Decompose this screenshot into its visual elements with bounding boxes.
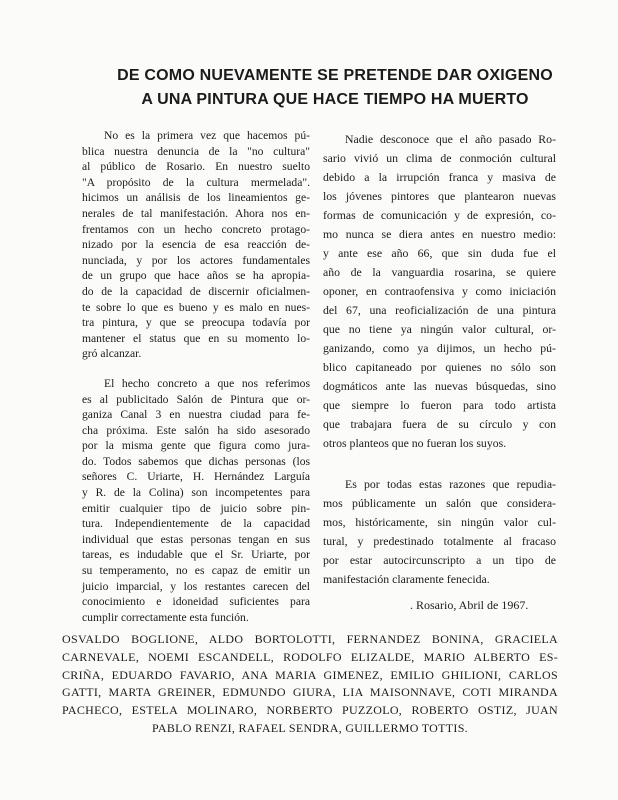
text-line: ganizando, como ya dijimos, un hecho pú- <box>323 341 556 355</box>
text-line: sario vivió un clima de conmoción cultural <box>323 151 556 165</box>
text-line: los jóvenes pintores que plantearon nuevas <box>323 189 556 203</box>
text-line: emitir cualquier tipo de juicio sobre pin- <box>82 501 310 515</box>
text-line: manifestación claramente fenecida. <box>323 572 490 586</box>
text-line: "A propósito de la cultura mermelada". <box>82 175 310 189</box>
headline <box>100 64 570 112</box>
signatories-line: CARNEVALE, NOEMI ESCANDELL, RODOLFO ELIZALDE, MARIO ALBERTO ES- <box>62 649 558 664</box>
text-line: y R. de la Colina) son incompetentes para <box>82 486 310 500</box>
headline-line-1: DE COMO NUEVAMENTE SE PRETENDE DAR OXIGENO <box>117 67 553 84</box>
signatories-line: GATTI, MARTA GREINER, EDMUNDO GIURA, LIA MAISONNAVE, COTI MIRANDA <box>62 685 558 700</box>
text-line: otros planteos que no fueran los suyos. <box>323 436 507 450</box>
text-line: dogmáticos ante las nuevas búsquedas, sino <box>323 379 556 393</box>
left-paragraph-2 <box>82 376 310 626</box>
text-line: cha próxima. Este salón ha sido asesorado <box>82 423 310 437</box>
text-line: nerales de tal manifestación. Ahora nos en- <box>82 206 310 220</box>
text-line: tura. Independientemente de la capacidad <box>82 517 310 531</box>
text-line: gró alcanzar. <box>82 347 142 361</box>
text-line: su temperamento, no es capaz de emitir un <box>82 564 310 578</box>
text-line: es al publicitado Salón de Pintura que or- <box>82 392 310 406</box>
text-line: señores C. Uriarte, H. Hernández Larguía <box>82 470 310 484</box>
text-line: Es por todas estas razones que repudia- <box>345 477 556 491</box>
text-line: que trabajara fuera de su círculo y con <box>323 417 556 431</box>
headline-line-2: A UNA PINTURA QUE HACE TIEMPO HA MUERTO <box>141 91 529 108</box>
text-line: frentamos con un hecho concreto protago- <box>82 222 310 236</box>
text-line: tareas, es indudable que el Sr. Uriarte, por <box>82 548 310 562</box>
date-signature: . Rosario, Abril de 1967. <box>410 598 529 612</box>
text-line: te sobre lo que es bueno y es malo en nues- <box>82 300 310 314</box>
text-line: mantener el status que en su momento lo- <box>82 331 310 345</box>
text-line: mos, históricamente, sin ningún valor cul- <box>323 515 556 529</box>
signatories-line: OSVALDO BOGLIONE, ALDO BORTOLOTTI, FERNANDEZ BONINA, GRACIELA <box>62 632 558 646</box>
text-line: individual que estas personas tengan en sus <box>82 532 310 546</box>
right-paragraph-1 <box>323 130 556 453</box>
text-line: debido a la irrupción franca y masiva de <box>323 170 556 184</box>
text-line: nunciada, y por los actores fundamentales <box>82 253 310 267</box>
signatories-list <box>62 631 558 738</box>
text-line: mo nunca se diera antes en nuestro medio: <box>323 227 556 241</box>
text-line: No es la primera vez que hacemos pú- <box>104 129 310 142</box>
text-line: juicio imparcial, y los restantes carecen del <box>82 579 310 593</box>
right-column <box>323 130 556 603</box>
left-paragraph-1 <box>82 128 310 362</box>
signatories-line: PACHECO, ESTELA MOLINARO, NORBERTO PUZZOLO, ROBERTO OSTIZ, JUAN <box>62 703 558 718</box>
text-line: al público de Rosario. En nuestro suelto <box>82 160 310 174</box>
text-line: Nadie desconoce que el año pasado Ro- <box>345 132 556 146</box>
text-line: blico capitaneado por quienes no sólo son <box>323 360 556 374</box>
text-line: año de la vanguardia rosarina, se quiere <box>323 265 556 279</box>
text-line: formas de comunicación y de expresión, co- <box>323 208 556 222</box>
text-line: ganiza Canal 3 en nuestra ciudad para fe- <box>82 408 310 422</box>
text-line: cumplir correctamente esta función. <box>82 610 249 624</box>
text-line: de un grupo que hace años se ha apropia- <box>82 269 310 283</box>
text-line: del 67, una reoficialización de una pintura <box>323 303 556 317</box>
text-line: mos públicamente un salón que considera- <box>323 496 556 510</box>
text-line: por estar autocircunscripto a un tipo de <box>323 553 556 567</box>
text-line: tural, y predestinado totalmente al fracaso <box>323 534 556 548</box>
text-line: blica nuestra denuncia de la "no cultura" <box>82 144 310 158</box>
text-line: que siempre lo fueron para todo artista <box>323 398 556 412</box>
text-line: hicimos un análisis de los lineamientos ge- <box>82 191 310 205</box>
text-line: conocimiento e idoneidad suficientes para <box>82 595 310 609</box>
text-line: oponer, en contraofensiva y como iniciación <box>323 284 556 298</box>
text-line: do de la capacidad de discernir oficialmen- <box>82 284 310 298</box>
text-line: El hecho concreto a que nos referimos <box>104 376 310 390</box>
left-column <box>82 128 310 639</box>
text-line: por la misma gente que figura como jura- <box>82 439 310 453</box>
text-line: tra pintura, y que se preocupa todavía por <box>82 316 310 330</box>
right-paragraph-2 <box>323 475 556 589</box>
text-line: nizado por la esencia de esa reacción de- <box>82 238 310 252</box>
text-line: y ante ese año 66, que sin duda fue el <box>323 246 556 260</box>
text-line: que no tiene ya ningún valor cultural, or- <box>323 322 556 336</box>
signatories-line: CRIÑA, EDUARDO FAVARIO, ANA MARIA GIMENEZ, EMILIO GHILIONI, CARLOS <box>62 667 558 682</box>
text-line: do. Todos sabemos que dichas personas (los <box>82 454 310 468</box>
signatories-line: PABLO RENZI, RAFAEL SENDRA, GUILLERMO TOTTIS. <box>152 720 468 735</box>
